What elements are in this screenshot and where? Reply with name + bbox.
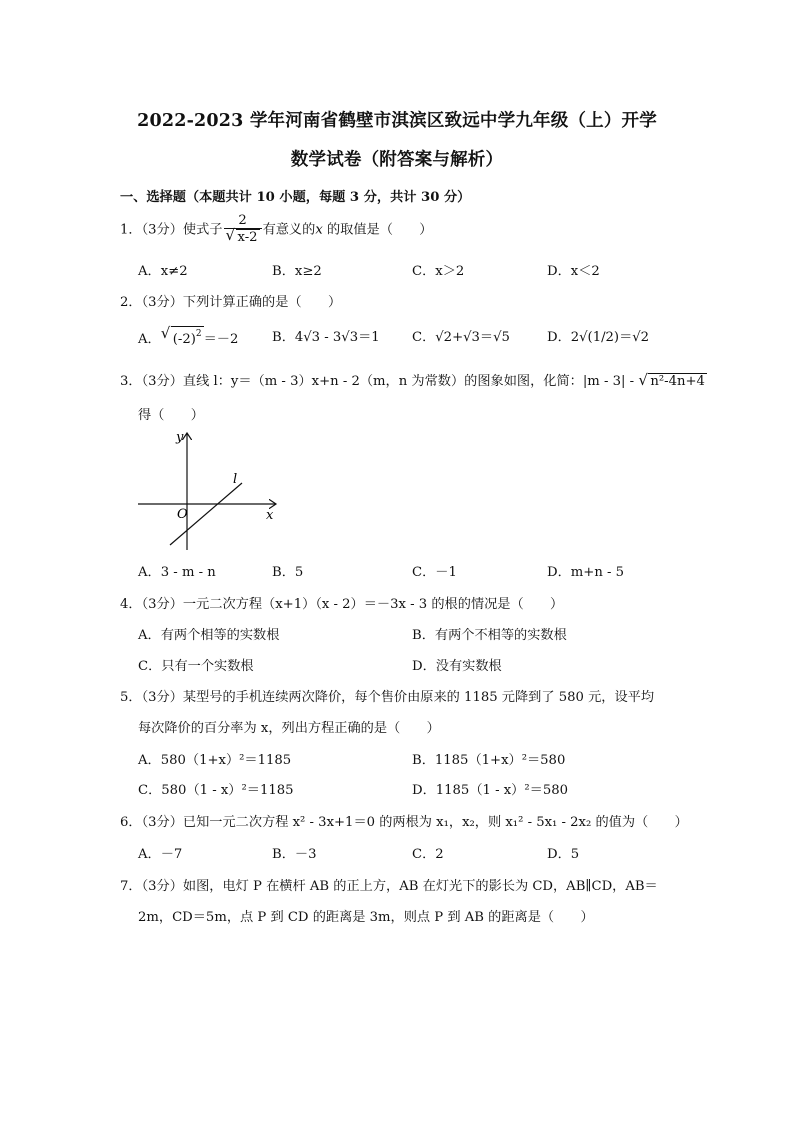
q4-option-d: D．没有实数根 — [412, 659, 502, 674]
q3-option-a: A．3 - m - n — [138, 565, 216, 580]
q1-option-d: D．x＜2 — [547, 264, 600, 279]
q2-option-c: C．√2+√3＝√5 — [412, 330, 510, 345]
line-l-label: l — [233, 472, 238, 487]
q2-option-a-radicand: (-2) — [172, 332, 196, 347]
q1-fraction — [224, 214, 262, 246]
question-4: 4．（3分）一元二次方程（x+1）（x - 2）＝－3x - 3 的根的情况是（ ） — [120, 597, 564, 612]
question-2: 2．（3分）下列计算正确的是（ ） — [120, 295, 342, 310]
q2-option-a-result: ＝－2 — [203, 332, 239, 347]
q6-option-d: D．5 — [547, 847, 580, 862]
question-6: 6．（3分）已知一元二次方程 x² - 3x+1＝0 的两根为 x₁，x₂，则 x₁² - 5x₁ - 2x₂ 的值为（ ） — [120, 815, 688, 830]
sqrt-symbol-icon: √ — [638, 371, 648, 389]
doc-title-line1: 2022-2023 学年河南省鹤壁市淇滨区致远中学九年级（上）开学 — [137, 111, 657, 131]
q1-prefix: 1．（3分）使式子 — [120, 222, 223, 238]
q6-option-a: A．－7 — [138, 847, 183, 862]
q1-frac-denominator: x-2 — [237, 230, 258, 245]
q6-option-c: C．2 — [412, 847, 444, 862]
origin-label: O — [177, 507, 188, 522]
question-1 — [120, 214, 432, 246]
q2-option-b: B．4√3 - 3√3＝1 — [272, 330, 380, 345]
q2-option-d: D．2√(1/2)＝√2 — [547, 330, 650, 345]
q2-option-a: A． √ $(-2)^2 =-2$ — [138, 324, 239, 347]
q1-tail2: 的取值是（ ） — [322, 222, 433, 238]
q4-option-b: B．有两个不相等的实数根 — [412, 628, 567, 643]
q1-option-b: B．x≥2 — [272, 264, 322, 279]
q6-option-b: B．－3 — [272, 847, 317, 862]
q5-option-a: A．580（1+x）²＝1185 — [138, 753, 292, 768]
q3-graph — [130, 425, 290, 555]
q1-var: x — [315, 222, 323, 238]
sqrt-symbol-icon: √ — [225, 226, 236, 244]
sqrt-symbol-icon: √ — [160, 324, 171, 342]
doc-title-line2: 数学试卷（附答案与解析） — [290, 150, 504, 170]
question-7-line2: 2m，CD＝5m，点 P 到 CD 的距离是 3m，则点 P 到 AB 的距离是（ ） — [138, 910, 594, 925]
q5-option-c: C．580（1 - x）²＝1185 — [138, 783, 294, 798]
q1-option-c: C．x＞2 — [412, 264, 465, 279]
q4-option-c: C．只有一个实数根 — [138, 659, 254, 674]
question-3 — [120, 370, 707, 389]
q4-option-a: A．有两个相等的实数根 — [138, 628, 280, 643]
question-5-line1: 5．（3分）某型号的手机连续两次降价，每个售价由原来的 1185 元降到了 580 元，设平均 — [120, 690, 655, 705]
question-7-line1: 7．（3分）如图，电灯 P 在横杆 AB 的正上方，AB 在灯光下的影长为 CD，AB∥CD，AB＝ — [120, 879, 658, 894]
q3-text2: 得（ ） — [138, 408, 204, 423]
q3-option-b: B．5 — [272, 565, 304, 580]
q1-frac-numerator: 2 — [238, 213, 247, 228]
x-axis-label: x — [266, 508, 274, 523]
q3-radicand: n²-4n+4 — [650, 374, 705, 389]
q3-option-d: D．m+n - 5 — [547, 565, 625, 580]
q1-option-a: A．x≠2 — [138, 264, 188, 279]
q1-tail: 有意义的 — [262, 222, 316, 238]
q5-option-d: D．1185（1 - x）²＝580 — [412, 783, 569, 798]
section-heading: 一、选择题（本题共计 10 小题，每题 3 分，共计 30 分） — [120, 190, 471, 205]
q3-option-c: C．－1 — [412, 565, 457, 580]
question-5-line2: 每次降价的百分率为 x，列出方程正确的是（ ） — [138, 721, 440, 736]
q2-option-a-prefix: A． — [138, 332, 161, 347]
q3-text: 3．（3分）直线 l：y＝（m - 3）x+n - 2（m，n 为常数）的图象如图，化简：|m - 3| - — [120, 374, 635, 389]
q5-option-b: B．1185（1+x）²＝580 — [412, 753, 566, 768]
y-axis-label: y — [176, 430, 184, 445]
